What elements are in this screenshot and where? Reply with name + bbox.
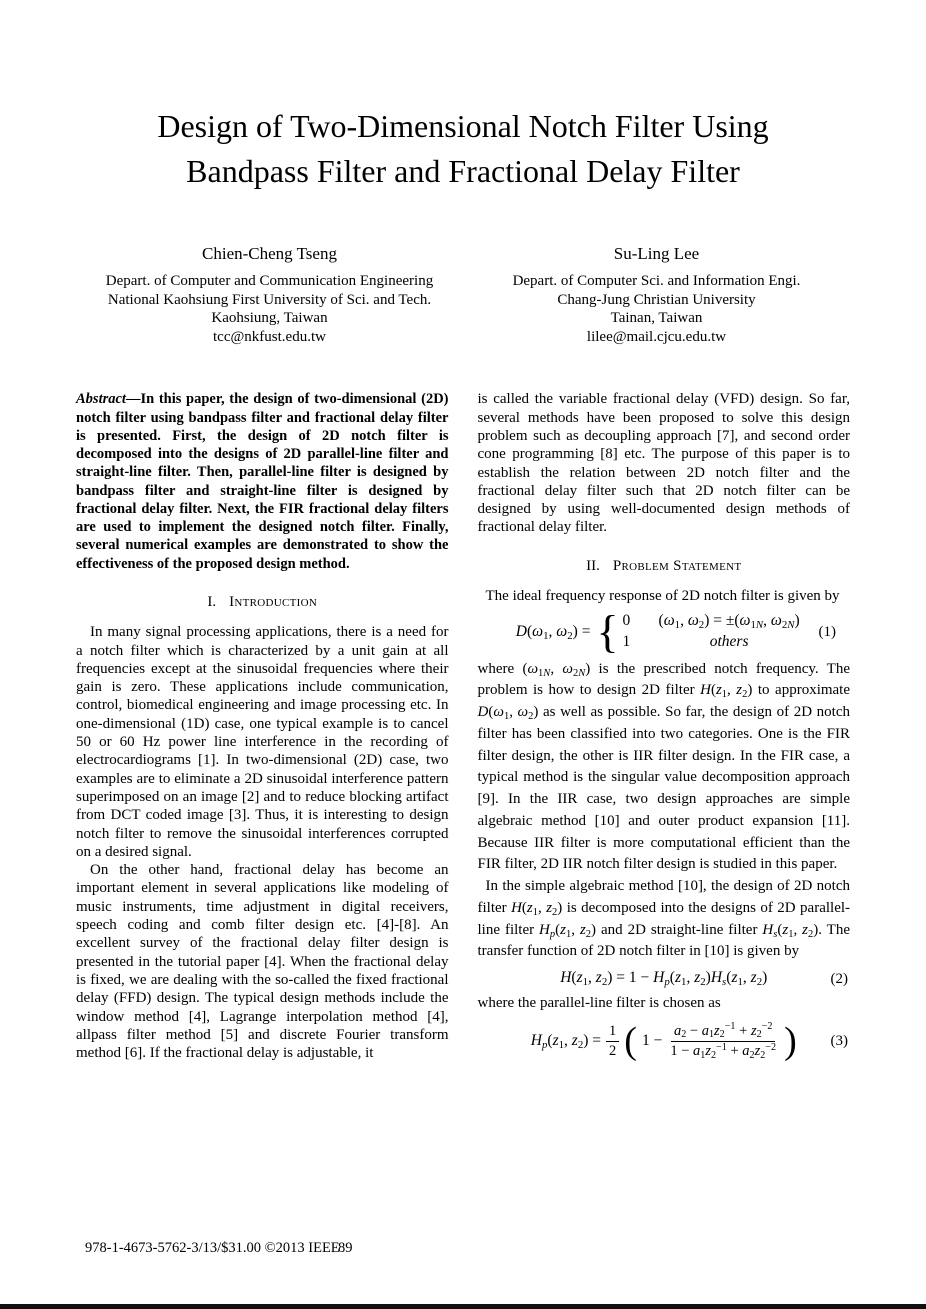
author-1-location: Kaohsiung, Taiwan bbox=[211, 310, 328, 327]
section-heading-problem-statement bbox=[478, 557, 851, 575]
equation-2-number: (2) bbox=[830, 970, 848, 987]
bottom-edge-bar bbox=[0, 1304, 926, 1309]
right-column bbox=[478, 390, 851, 1068]
author-1-university: National Kaohsiung First University of Sci. and Tech. bbox=[107, 291, 432, 308]
section-1-numeral: I. bbox=[207, 593, 217, 610]
abstract bbox=[76, 390, 449, 573]
equation-2 bbox=[478, 969, 851, 988]
equation-2-body: $H(z_1$, $z_2) = 1 - H_p(z_1$, $z_2)H_s(z_1$, $z_2$) bbox=[560, 969, 768, 989]
equation-1-cases bbox=[623, 612, 800, 653]
page-number: 89 bbox=[338, 1240, 353, 1256]
paragraph-vfd-design: is called the variable fractional delay (VFD) design. So far, several methods have been proposed to solve this design problem such as decoupling approach [7], and second order cone programming [8] etc. The purpose of this paper is to establish the relation between 2D notch filter and the fractional delay filter such that 2D notch filter can be designed by using well-documented design methods of fractional delay filter. bbox=[477, 391, 850, 536]
paragraph-ideal-response: The ideal frequency response of 2D notch filter is given by bbox=[485, 588, 840, 604]
case-2-value: 1 bbox=[622, 633, 631, 651]
fraction-one-half-denominator: 2 bbox=[609, 1042, 617, 1059]
case-2-condition: others bbox=[709, 633, 749, 651]
paper-title bbox=[76, 104, 850, 195]
title-line-1: Design of Two-Dimensional Notch Filter Using bbox=[157, 108, 769, 144]
author-2-name: Su-Ling Lee bbox=[613, 243, 700, 263]
paragraph-intro-1: In many signal processing applications, there is a need for a notch filter which is characterized by a unit gain at all frequencies except at the sinusoidal frequencies where their gain is zero. These applications include communication, control, biomedical engineering and image processing etc. In one-dimensional (1D) case, one typical example is to cancel 50 or 60 Hz power line interference in the recording of electrocardiograms [1]. In two-dimensional (2D) case, two examples are to eliminate a 2D sinusoidal interference pattern superimposed on an image [2] and to reduce blocking artifact from DCT coded image [3]. Thus, it is interesting to design notch filter to remove the sinusoidal interferences corrupted on a desired signal. bbox=[76, 624, 449, 860]
fraction-main bbox=[667, 1023, 779, 1061]
author-1-email: tcc@nkfust.edu.tw bbox=[213, 328, 326, 345]
author-2-location: Tainan, Taiwan bbox=[610, 310, 703, 327]
author-1-department: Depart. of Computer and Communication Engineering bbox=[105, 272, 434, 289]
body-columns bbox=[76, 390, 850, 1068]
section-heading-introduction bbox=[76, 593, 449, 611]
author-block-1 bbox=[76, 243, 463, 346]
close-paren: ) bbox=[784, 1020, 797, 1063]
fraction-one-half bbox=[606, 1023, 619, 1061]
authors-row bbox=[76, 243, 850, 346]
author-2-email: lilee@mail.cjcu.edu.tw bbox=[586, 328, 727, 345]
abstract-lead: Abstract bbox=[76, 391, 126, 408]
equation-3-body bbox=[530, 1020, 797, 1063]
equation-3 bbox=[478, 1020, 851, 1063]
equation-1-number: (1) bbox=[818, 623, 836, 640]
copyright-text: 978-1-4673-5762-3/13/$31.00 ©2013 IEEE bbox=[85, 1240, 340, 1256]
paragraph-parallel-line: where the parallel-line filter is chosen as bbox=[477, 995, 721, 1012]
author-1-name: Chien-Cheng Tseng bbox=[202, 243, 337, 263]
left-column bbox=[76, 390, 449, 1068]
equation-3-lhs: $H_p(z_1$, $z_2$) = bbox=[530, 1031, 602, 1051]
paragraph-simple-algebraic: In the simple algebraic method [10], the design of 2D notch filter $H(z_1$, $z_2$) is decomposed into the designs of 2D parallel-line filter $H_p(z_1$, $z_2$) and 2D straight-line filter $H_s(z_1$, $z_2$). The transfer function of 2D notch filter in [10] is given by bbox=[477, 878, 851, 960]
equation-3-number: (3) bbox=[830, 1033, 848, 1050]
case-1-condition: ($\omega_1$, $\omega_2) = \pm(\omega_{1N}$, $\omega_{2N}$) bbox=[658, 611, 800, 631]
equation-1 bbox=[478, 606, 839, 658]
section-2-title: Problem Statement bbox=[612, 557, 742, 574]
author-2-university: Chang-Jung Christian University bbox=[557, 291, 756, 308]
fraction-one-half-numerator: 1 bbox=[606, 1023, 619, 1042]
abstract-text: —In this paper, the design of two-dimensional (2D) notch filter using bandpass filter and fractional delay filter is presented. First, the design of 2D notch filter is decomposed into the designs of 2D parallel-line filter and straight-line filter. Then, parallel-line filter is designed by bandpass filter and straight-line filter is designed by fractional delay filter. Next, the FIR fractional delay filters are used to implement the designed notch filter. Finally, several numerical examples are demonstrated to show the effectiveness of the proposed design method. bbox=[76, 391, 449, 572]
author-2-department: Depart. of Computer Sci. and Information Engi. bbox=[512, 272, 801, 289]
paragraph-notch-frequency: where ($\omega_{1N}$, $\omega_{2N}$) is the prescribed notch frequency. The problem is how to design 2D filter $H(z_1$, $z_2$) to approximate $D(\omega_1$, $\omega_2$) as well as possible. So far, the design of 2D notch filter has been classified into two categories. One is the FIR filter design, the other is IIR filter design. In the FIR case, a typical method is the singular value decomposition approach [9]. In the IIR case, two design approaches are simple algebraic method [10] and outer product expansion [11]. Because IIR filter is more computational efficient than the FIR filter, 2D IIR notch filter design is studied in this paper. bbox=[477, 660, 851, 873]
equation-3-lead: 1 − bbox=[641, 1031, 663, 1049]
section-1-title: Introduction bbox=[229, 593, 318, 610]
equation-1-lhs: $D(\omega_1$, $\omega_2$) = bbox=[515, 622, 591, 642]
cases-brace: { bbox=[596, 606, 619, 658]
author-block-2 bbox=[463, 243, 850, 346]
title-line-2: Bandpass Filter and Fractional Delay Filter bbox=[186, 153, 740, 190]
fraction-main-denominator: $1 - a_1z_2^{-1} + a_2z_2^{-2}$ bbox=[670, 1041, 777, 1061]
paragraph-intro-2: On the other hand, fractional delay has become an important element in several applications like modeling of music instruments, time adjustment in digital receivers, speech coding and comb filter design etc. [4]-[8]. An excellent survey of the fractional delay filter design is presented in the tutorial paper [4]. When the fractional delay is fixed, we are dealing with the so-called the fixed fractional delay (FFD) design. The typical design methods include the window method [4], Lagrange interpolation method [4], allpass filter method [5] and discrete Fourier transform method [6]. If the fractional delay is adjustable, it bbox=[76, 862, 449, 1062]
open-paren: ( bbox=[624, 1020, 637, 1063]
case-1-value: 0 bbox=[622, 611, 631, 629]
section-2-numeral: II. bbox=[586, 557, 600, 574]
fraction-main-numerator: $a_2 - a_1z_2^{-1} + z_2^{-2}$ bbox=[671, 1023, 776, 1042]
